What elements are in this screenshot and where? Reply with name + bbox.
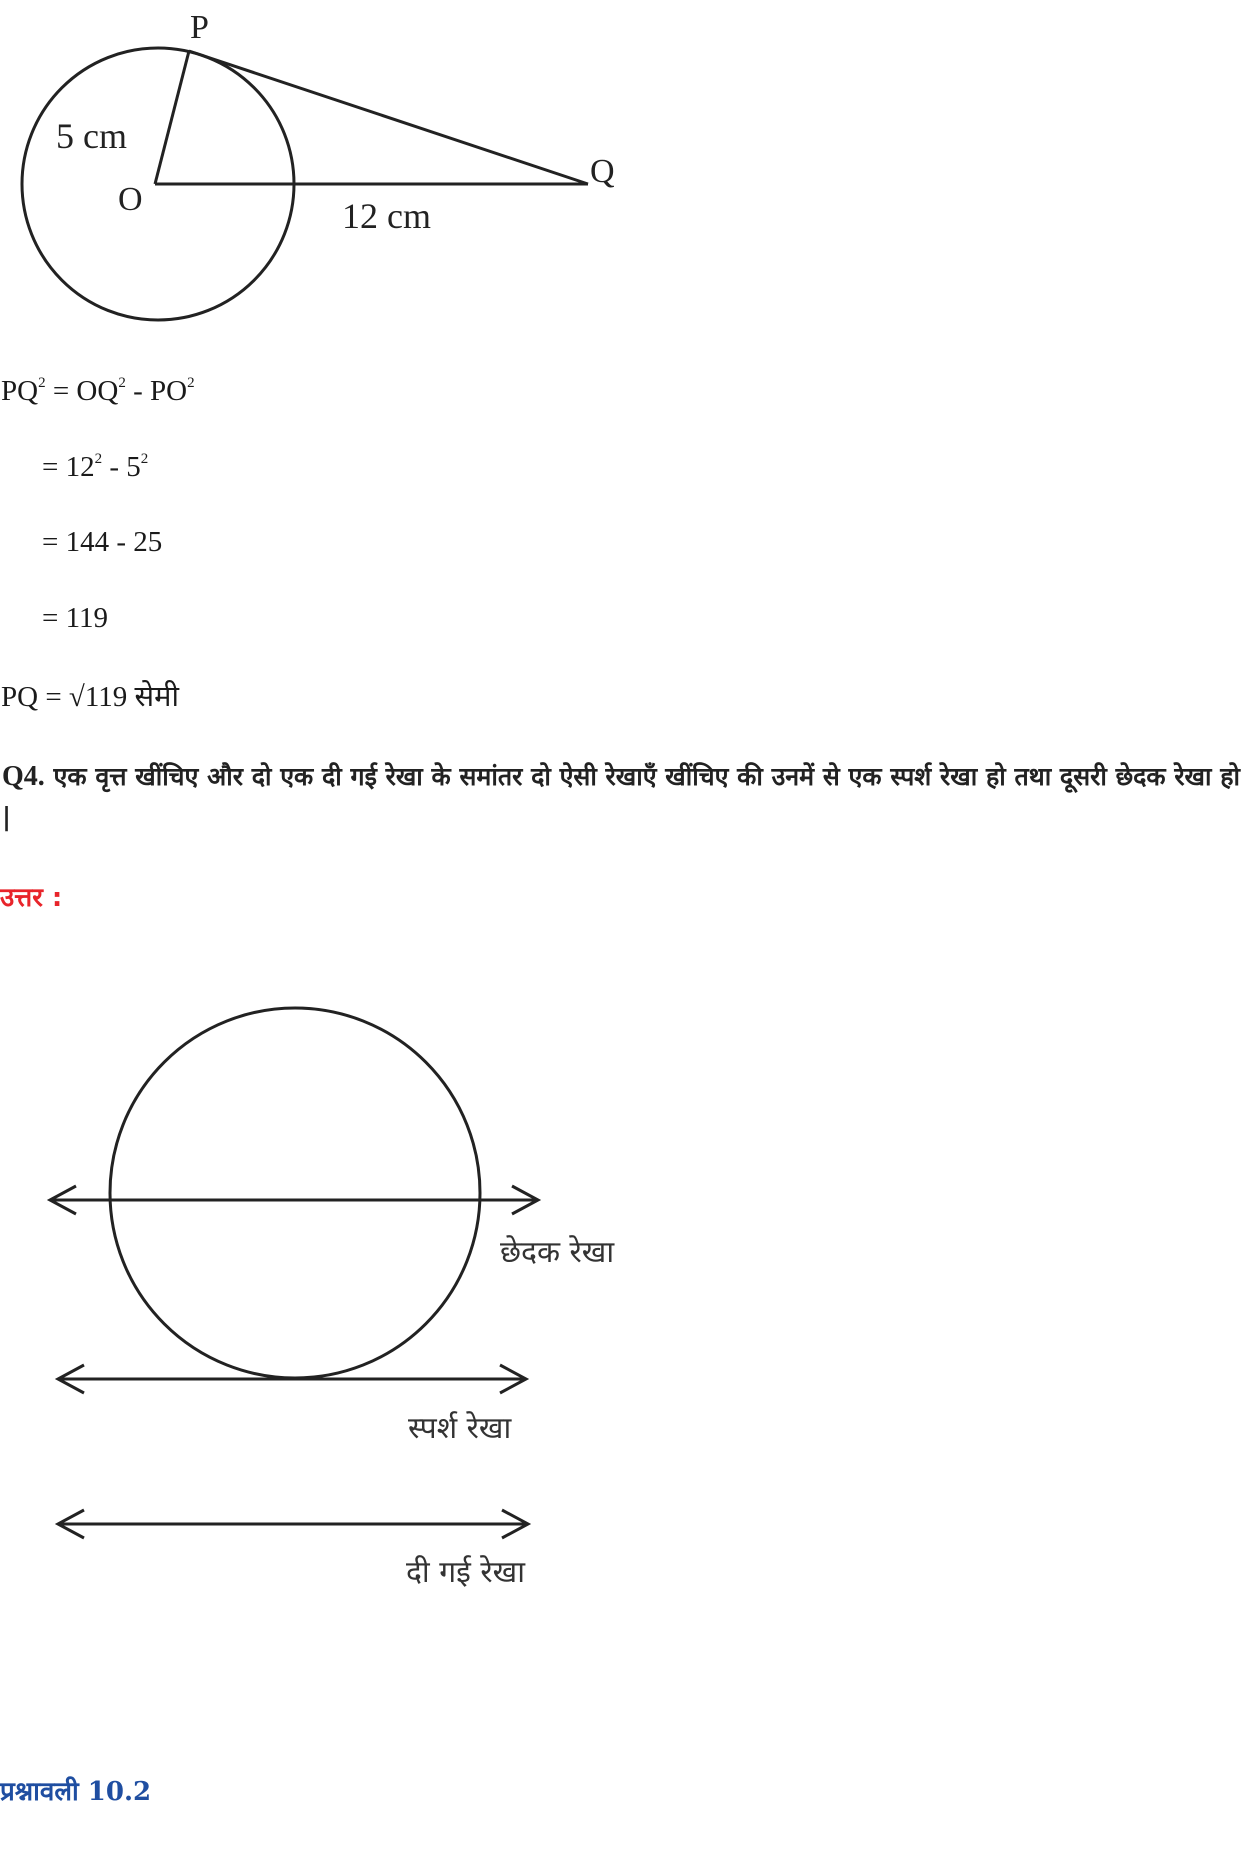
circle bbox=[110, 1008, 480, 1378]
equation-line-1: $PQ^2 = OQ^2 - PO^2$ bbox=[1, 375, 195, 407]
answer-label: उत्तर : bbox=[0, 883, 63, 913]
given-line-label: दी गई रेखा bbox=[406, 1555, 525, 1590]
tangent-pq bbox=[189, 51, 588, 184]
equation-line-5: PQ = √119 सेमी bbox=[1, 681, 179, 713]
question-4 bbox=[2, 757, 1240, 837]
equation-line-3: = 144 - 25 bbox=[42, 526, 163, 558]
tangent-line bbox=[58, 1365, 526, 1393]
secant-line bbox=[50, 1186, 538, 1214]
parallel-lines-figure bbox=[0, 990, 700, 1610]
equation-line-2: = $12^2 - 5^2$ bbox=[42, 451, 149, 483]
label-o: O bbox=[118, 181, 143, 218]
exercise-heading: प्रश्नावली 10.2 bbox=[0, 1777, 152, 1807]
distance-label: 12 cm bbox=[342, 196, 431, 236]
radius-label: 5 cm bbox=[56, 116, 127, 156]
given-line bbox=[58, 1510, 528, 1538]
label-p: P bbox=[190, 9, 209, 46]
tangent-label: स्पर्श रेखा bbox=[408, 1411, 512, 1446]
secant-label: छेदक रेखा bbox=[500, 1235, 615, 1270]
tangent-figure bbox=[0, 0, 640, 330]
label-q: Q bbox=[590, 153, 615, 190]
radius-op bbox=[155, 51, 189, 184]
question-number: Q4. bbox=[2, 761, 45, 792]
equation-line-4: = 119 bbox=[42, 602, 109, 634]
question-text: एक वृत्त खींचिए और दो एक दी गई रेखा के समांतर दो ऐसी रेखाएँ खींचिए की उनमें से एक स्पर्श रेखा हो तथा दूसरी छेदक रेखा हो | bbox=[2, 762, 1240, 831]
